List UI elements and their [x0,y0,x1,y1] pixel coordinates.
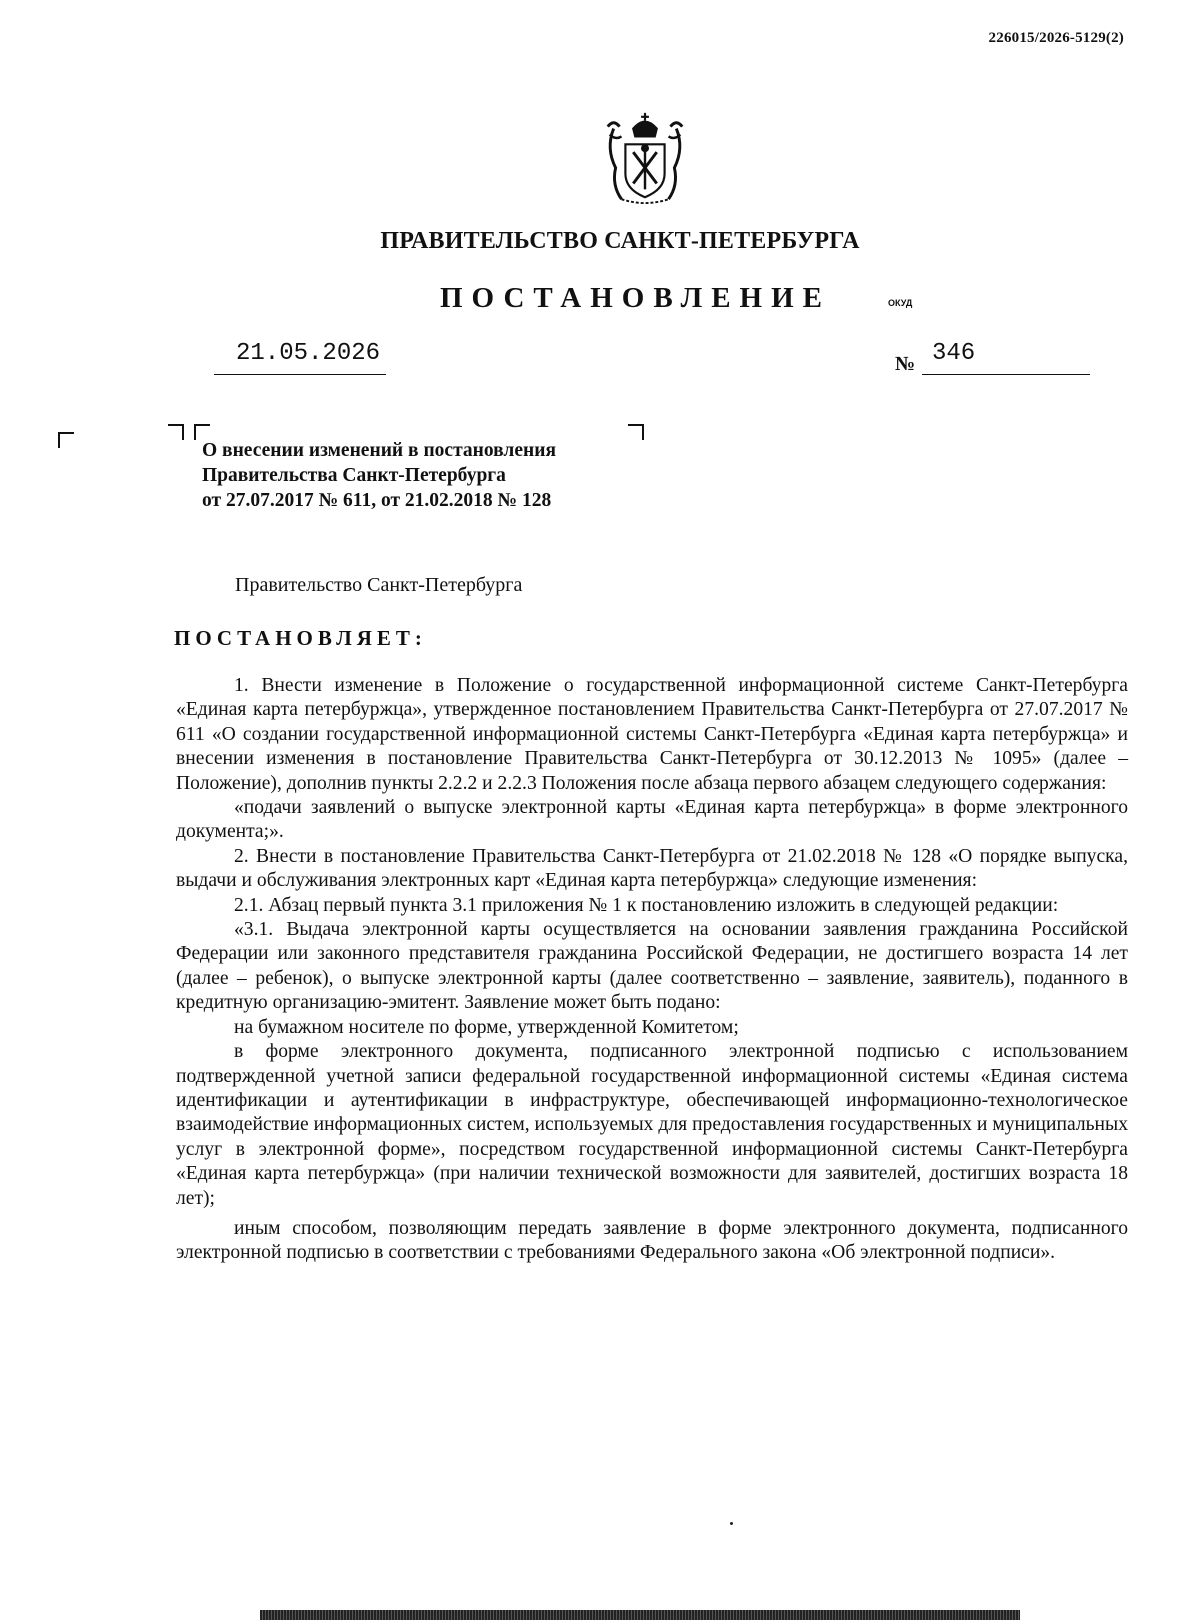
paragraph: на бумажном носителе по форме, утвержденной Комитетом; [234,1016,739,1038]
paragraph: 2. Внести в постановление Правительства Санкт-Петербурга от 21.02.2018 № 128 «О порядке выпуска, выдачи и обслуживания электронных карт «Единая карта петербуржца» следующие изменения: [176,845,1128,892]
date-field [214,340,386,375]
paragraph: «3.1. Выдача электронной карты осуществляется на основании заявления гражданина Российской Федерации или законного представителя гражданина Российской Федерации, не достигшего возраста 14 лет (далее – ребенок), о выпуске электронной карты (далее соответственно – заявление, заявитель), поданного в кредитную организацию-эмитент. Заявление может быть подано: [176,919,1128,1014]
government-title: ПРАВИТЕЛЬСТВО САНКТ-ПЕТЕРБУРГА [380,228,860,254]
resolves-heading: ПОСТАНОВЛЯЕТ: [174,626,427,650]
document-subject [202,438,642,513]
number-sign: № [895,353,916,375]
paragraph: иным способом, позволяющим передать заявление в форме электронного документа, подписанного электронной подписью в соответствии с требованиями Федерального закона «Об электронной подписи». [176,1217,1128,1264]
preamble: Правительство Санкт-Петербурга [235,574,523,596]
paragraph: 1. Внести изменение в Положение о государственной информационной системе Санкт-Петербурга «Единая карта петербуржца», утвержденное постановлением Правительства Санкт-Петербурга от 27.07.2017 № 611 «О создании государственной информационной системы Санкт-Петербурга «Единая карта петербуржца» и внесении изменения в постановление Правительства Санкт-Петербурга от 30.12.2013 № 1095» (далее – Положение), дополнив пункты 2.2.2 и 2.2.3 Положения после абзаца первого абзацем следующего содержания: [176,675,1128,794]
subject-line: Правительства Санкт-Петербурга [202,465,506,486]
corner-mark-left [58,432,74,448]
subject-line: О внесении изменений в постановления [202,440,557,461]
paragraph: 2.1. Абзац первый пункта 3.1 приложения № 1 к постановлению изложить в следующей редакции: [234,894,1059,916]
saint-petersburg-coat-of-arms-icon [596,108,694,208]
document-type-title: ПОСТАНОВЛЕНИЕ [440,282,832,314]
paragraph: «подачи заявлений о выпуске электронной карты «Единая карта петербуржца» в форме электронного документа;». [176,797,1128,843]
document-number: 346 [932,340,976,367]
scan-speck [730,1522,733,1525]
paragraph: в форме электронного документа, подписанного электронной подписью с использованием подтвержденной учетной записи федеральной государственной информационной системы «Единая система идентификации и аутентификации в инфраструктуре, обеспечивающей информационно-технологическое взаимодействие информационных систем, используемых для предоставления государственных и муниципальных услуг в электронной форме», посредством государственной информационной системы Санкт-Петербурга «Единая карта петербуржца» (при наличии технической возможности для заявителей, достигших возраста 18 лет); [176,1041,1128,1209]
registration-number: 226015/2026-5129(2) [988,30,1124,46]
number-field [922,340,1090,375]
subject-line: от 27.07.2017 № 611, от 21.02.2018 № 128 [202,490,552,511]
document-body [176,674,1128,1266]
corner-mark-inner-right [168,424,184,440]
scan-edge [260,1610,1020,1620]
okud-label: ОКУД [888,298,913,308]
document-date: 21.05.2026 [236,340,381,367]
